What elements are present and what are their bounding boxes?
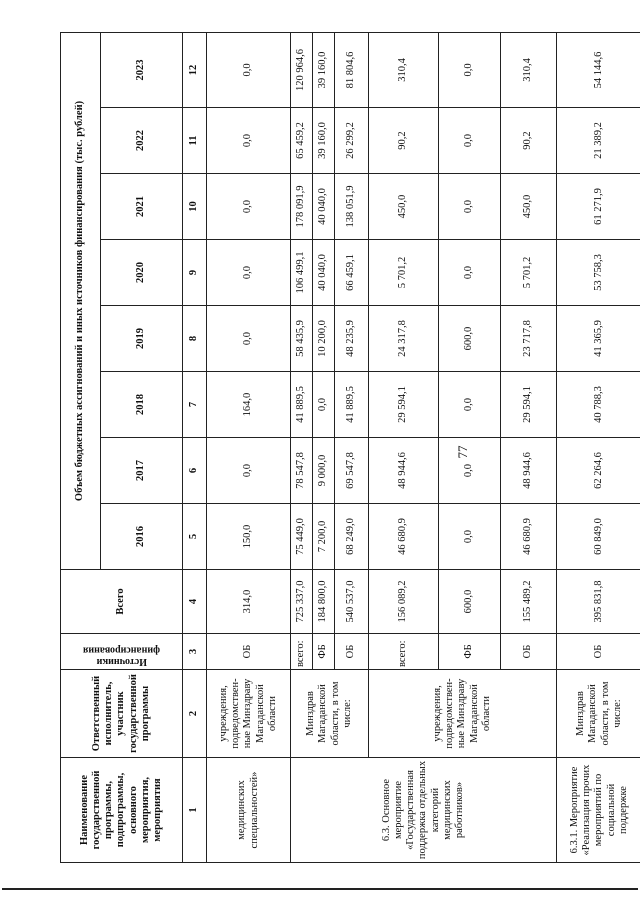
col-number: 11 xyxy=(183,108,207,174)
cell-value: 0,0 xyxy=(439,372,501,438)
col-number: 8 xyxy=(183,306,207,372)
cell-value: 81 804,6 xyxy=(335,32,369,107)
cell-value: 62 264,6 xyxy=(557,438,640,504)
cell-value: 0,0 xyxy=(207,32,291,107)
col-number: 5 xyxy=(183,504,207,570)
row-name: 6.3. Основное мероприятие «Государственная поддержка отдельных категорий медицинских работников» xyxy=(291,758,557,863)
cell-value: 29 594,1 xyxy=(501,372,557,438)
cell-value: 23 717,8 xyxy=(501,306,557,372)
row-responsible: учреждения, подведомствен-ные Минздраву Магаданской области xyxy=(207,670,291,758)
row-source: ОБ xyxy=(501,634,557,670)
col-number: 12 xyxy=(183,32,207,107)
col-number: 4 xyxy=(183,570,207,634)
cell-value: 120 964,6 xyxy=(291,32,313,107)
col-number: 6 xyxy=(183,438,207,504)
header-year: 2017 xyxy=(101,438,183,504)
header-year: 2018 xyxy=(101,372,183,438)
header-year: 2016 xyxy=(101,504,183,570)
cell-value: 10 200,0 xyxy=(313,306,335,372)
cell-value: 41 889,5 xyxy=(291,372,313,438)
cell-value: 0,0 xyxy=(439,32,501,107)
cell-value: 0,0 xyxy=(207,438,291,504)
cell-value: 106 499,1 xyxy=(291,240,313,306)
header-source-text: Источники финансирования xyxy=(82,644,161,667)
cell-value: 0,0 xyxy=(207,108,291,174)
cell-value: 60 849,0 xyxy=(557,504,640,570)
cell-value: 39 160,0 xyxy=(313,32,335,107)
cell-value: 0,0 xyxy=(207,174,291,240)
cell-value: 58 435,9 xyxy=(291,306,313,372)
cell-value: 66 459,1 xyxy=(335,240,369,306)
table-row xyxy=(369,32,439,862)
cell-total: 184 800,0 xyxy=(313,570,335,634)
cell-value: 68 249,0 xyxy=(335,504,369,570)
cell-total: 725 337,0 xyxy=(291,570,313,634)
cell-value: 46 680,9 xyxy=(501,504,557,570)
cell-total: 395 831,8 xyxy=(557,570,640,634)
cell-value: 310,4 xyxy=(501,32,557,107)
row-responsible: Минздрав Магаданской области, в том числе: xyxy=(557,670,640,758)
cell-value: 41 889,5 xyxy=(335,372,369,438)
cell-value: 40 040,0 xyxy=(313,174,335,240)
row-name: 6.3.1. Мероприятие «Реализация прочих мероприятий по социальной поддержке xyxy=(557,758,640,863)
cell-value: 138 051,9 xyxy=(335,174,369,240)
cell-value: 75 449,0 xyxy=(291,504,313,570)
cell-value: 0,0 xyxy=(439,240,501,306)
row-responsible: учреждения, подведомствен-ные Минздраву Магаданской области xyxy=(369,670,557,758)
table-row xyxy=(291,32,313,862)
rotated-table-inner xyxy=(60,33,640,863)
rotated-table-container xyxy=(60,33,640,863)
page-number: 77 xyxy=(455,445,470,459)
cell-value: 164,0 xyxy=(207,372,291,438)
header-year: 2023 xyxy=(101,32,183,107)
cell-total: 540 537,0 xyxy=(335,570,369,634)
row-source: ФБ xyxy=(313,634,335,670)
cell-value: 41 365,9 xyxy=(557,306,640,372)
cell-value: 0,0 xyxy=(439,108,501,174)
cell-value: 90,2 xyxy=(369,108,439,174)
cell-value: 0,0 xyxy=(313,372,335,438)
cell-value: 310,4 xyxy=(369,32,439,107)
header-source xyxy=(61,634,183,670)
cell-value: 26 299,2 xyxy=(335,108,369,174)
cell-value: 0,0 xyxy=(207,240,291,306)
cell-value: 5 701,2 xyxy=(369,240,439,306)
cell-value: 48 944,6 xyxy=(369,438,439,504)
cell-value: 7 200,0 xyxy=(313,504,335,570)
header-total: Всего xyxy=(61,570,183,634)
col-number: 2 xyxy=(183,670,207,758)
row-source: всего: xyxy=(291,634,313,670)
cell-value: 78 547,8 xyxy=(291,438,313,504)
cell-value: 40 040,0 xyxy=(313,240,335,306)
cell-total: 600,0 xyxy=(439,570,501,634)
cell-value: 0,0 xyxy=(207,306,291,372)
cell-value: 61 271,9 xyxy=(557,174,640,240)
header-name: Наименование государственной программы, подпрограммы, основного мероприятия, мероприятия xyxy=(61,758,183,863)
row-source: всего: xyxy=(369,634,439,670)
header-responsible: Ответственный исполнитель, участник государственной программы xyxy=(61,670,183,758)
cell-value: 0,0 xyxy=(439,438,501,504)
header-volume: Объем бюджетных ассигнований и иных источников финансирования (тыс. рублей) xyxy=(61,32,101,569)
cell-value: 90,2 xyxy=(501,108,557,174)
cell-value: 600,0 xyxy=(439,306,501,372)
cell-value: 450,0 xyxy=(501,174,557,240)
cell-value: 46 680,9 xyxy=(369,504,439,570)
cell-value: 48 235,9 xyxy=(335,306,369,372)
row-source: ОБ xyxy=(207,634,291,670)
cell-value: 24 317,8 xyxy=(369,306,439,372)
cell-value: 40 788,3 xyxy=(557,372,640,438)
cell-value: 450,0 xyxy=(369,174,439,240)
header-year: 2022 xyxy=(101,108,183,174)
cell-value: 65 459,2 xyxy=(291,108,313,174)
header-year: 2020 xyxy=(101,240,183,306)
row-source: ФБ xyxy=(439,634,501,670)
cell-value: 5 701,2 xyxy=(501,240,557,306)
financing-table xyxy=(60,32,640,863)
cell-value: 178 091,9 xyxy=(291,174,313,240)
cell-value: 0,0 xyxy=(439,174,501,240)
row-source: ОБ xyxy=(335,634,369,670)
cell-total: 314,0 xyxy=(207,570,291,634)
cell-value: 21 389,2 xyxy=(557,108,640,174)
cell-value: 39 160,0 xyxy=(313,108,335,174)
cell-value: 69 547,8 xyxy=(335,438,369,504)
col-number: 7 xyxy=(183,372,207,438)
col-number: 10 xyxy=(183,174,207,240)
col-number: 1 xyxy=(183,758,207,863)
col-number: 3 xyxy=(183,634,207,670)
row-responsible: Минздрав Магаданской области, в том числе: xyxy=(291,670,369,758)
cell-value: 0,0 xyxy=(439,504,501,570)
col-number: 9 xyxy=(183,240,207,306)
row-source: ОБ xyxy=(557,634,640,670)
cell-value: 48 944,6 xyxy=(501,438,557,504)
header-year: 2019 xyxy=(101,306,183,372)
cell-value: 29 594,1 xyxy=(369,372,439,438)
cell-value: 150,0 xyxy=(207,504,291,570)
bottom-rule xyxy=(2,888,638,890)
header-year: 2021 xyxy=(101,174,183,240)
table-row xyxy=(557,32,640,862)
cell-value: 53 758,3 xyxy=(557,240,640,306)
row-name: медицинских специальностей» xyxy=(207,758,291,863)
cell-value: 9 000,0 xyxy=(313,438,335,504)
cell-total: 155 489,2 xyxy=(501,570,557,634)
cell-value: 54 144,6 xyxy=(557,32,640,107)
cell-total: 156 089,2 xyxy=(369,570,439,634)
table-row xyxy=(207,32,291,862)
